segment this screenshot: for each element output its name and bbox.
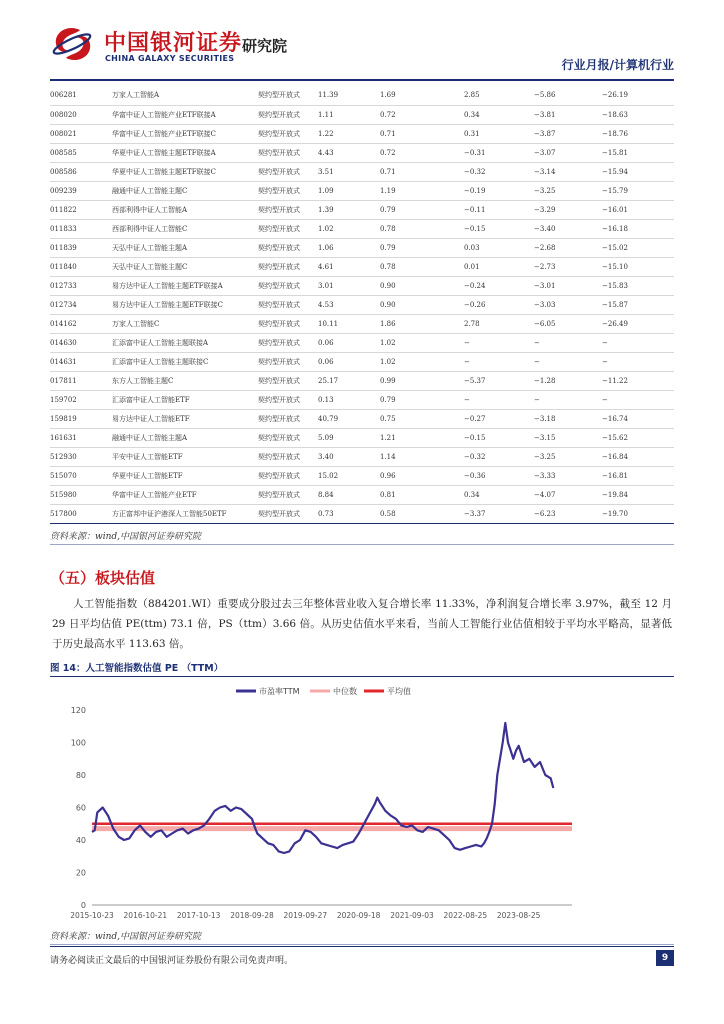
return-1m-cell: − [534,352,602,371]
x-tick-label: 2017-10-13 [176,911,221,920]
fund-scale-cell: 11.39 [318,86,380,105]
return-1m-cell: −5.86 [534,86,602,105]
fund-name-cell: 汇添富中证人工智能ETF [112,390,258,409]
fund-scale-cell: 1.09 [318,181,380,200]
return-1w-cell: −0.19 [464,181,534,200]
fee-rate-cell: 0.78 [380,257,464,276]
fund-type-cell: 契约型开放式 [258,466,318,485]
chart-source-note: 资料来源：wind,中国银河证券研究院 [50,932,202,942]
return-ytd-cell: −26.19 [602,86,674,105]
header-divider [50,79,674,81]
fund-code-cell: 517800 [50,504,112,523]
fund-type-cell: 契约型开放式 [258,124,318,143]
table-row [50,200,674,219]
return-1w-cell: 0.01 [464,257,534,276]
y-tick-label: 80 [75,771,86,780]
fund-name-cell: 平安中证人工智能ETF [112,447,258,466]
fund-type-cell: 契约型开放式 [258,485,318,504]
fund-name-cell: 华夏中证人工智能主题ETF联接C [112,162,258,181]
fee-rate-cell: 0.78 [380,219,464,238]
return-1w-cell: −0.32 [464,447,534,466]
x-tick-label: 2020-09-18 [336,911,381,920]
table-row [50,105,674,124]
fund-type-cell: 契约型开放式 [258,162,318,181]
fund-scale-cell: 1.39 [318,200,380,219]
fund-type-cell: 契约型开放式 [258,295,318,314]
table-row [50,504,674,523]
fund-scale-cell: 3.01 [318,276,380,295]
fee-rate-cell: 0.90 [380,295,464,314]
return-1m-cell: −3.18 [534,409,602,428]
return-1w-cell: 2.85 [464,86,534,105]
fee-rate-cell: 1.14 [380,447,464,466]
return-ytd-cell: −15.79 [602,181,674,200]
fund-code-cell: 008021 [50,124,112,143]
fund-code-cell: 012733 [50,276,112,295]
return-ytd-cell: − [602,333,674,352]
fund-scale-cell: 1.02 [318,219,380,238]
fund-code-cell: 008585 [50,143,112,162]
fund-scale-cell: 3.51 [318,162,380,181]
fee-rate-cell: 1.86 [380,314,464,333]
return-1w-cell: −0.27 [464,409,534,428]
return-1m-cell: −3.25 [534,447,602,466]
fund-name-cell: 易方达中证人工智能ETF [112,409,258,428]
disclaimer-note: 请务必阅读正文最后的中国银河证券股份有限公司免责声明。 [50,956,294,966]
legend-label: 中位数 [333,687,357,696]
fee-rate-cell: 0.71 [380,124,464,143]
fund-name-cell: 天弘中证人工智能主题A [112,238,258,257]
fund-code-cell: 008020 [50,105,112,124]
return-1m-cell: −3.81 [534,105,602,124]
table-row [50,257,674,276]
return-1w-cell: −0.31 [464,143,534,162]
fee-rate-cell: 1.02 [380,333,464,352]
fee-rate-cell: 0.71 [380,162,464,181]
fund-code-cell: 515980 [50,485,112,504]
return-ytd-cell: − [602,390,674,409]
return-1w-cell: −0.15 [464,219,534,238]
fund-name-cell: 东方人工智能主题C [112,371,258,390]
fund-name-cell: 天弘中证人工智能主题C [112,257,258,276]
return-1m-cell: −3.07 [534,143,602,162]
fee-rate-cell: 0.79 [380,238,464,257]
fund-code-cell: 011833 [50,219,112,238]
fee-rate-cell: 0.96 [380,466,464,485]
fund-code-cell: 011839 [50,238,112,257]
fund-type-cell: 契约型开放式 [258,219,318,238]
fund-code-cell: 006281 [50,86,112,105]
return-1w-cell: 0.31 [464,124,534,143]
fund-name-cell: 汇添富中证人工智能主题联接C [112,352,258,371]
fund-scale-cell: 4.61 [318,257,380,276]
fund-type-cell: 契约型开放式 [258,105,318,124]
source-divider [50,544,674,545]
table-row [50,314,674,333]
return-1w-cell: 0.03 [464,238,534,257]
fund-scale-cell: 1.06 [318,238,380,257]
return-1w-cell: − [464,333,534,352]
fund-name-cell: 西部利得中证人工智能A [112,200,258,219]
return-ytd-cell: −19.84 [602,485,674,504]
fund-type-cell: 契约型开放式 [258,390,318,409]
return-ytd-cell: −16.81 [602,466,674,485]
fee-rate-cell: 1.21 [380,428,464,447]
return-1w-cell: −0.32 [464,162,534,181]
y-tick-label: 100 [70,738,86,748]
return-1w-cell: − [464,390,534,409]
return-1m-cell: −3.01 [534,276,602,295]
fund-code-cell: 159819 [50,409,112,428]
document-type: 行业月报/计算机行业 [561,58,674,72]
fund-scale-cell: 4.53 [318,295,380,314]
return-ytd-cell: −15.83 [602,276,674,295]
fund-type-cell: 契约型开放式 [258,238,318,257]
return-1w-cell: −0.15 [464,428,534,447]
fund-code-cell: 014162 [50,314,112,333]
fee-rate-cell: 1.69 [380,86,464,105]
return-ytd-cell: −15.62 [602,428,674,447]
return-1m-cell: −3.03 [534,295,602,314]
table-row [50,466,674,485]
return-1w-cell: −0.36 [464,466,534,485]
fund-scale-cell: 40.79 [318,409,380,428]
fund-name-cell: 方正富邦中证沪港深人工智能50ETF [112,504,258,523]
fund-scale-cell: 8.84 [318,485,380,504]
table-row [50,143,674,162]
fund-name-cell: 易方达中证人工智能主题ETF联接A [112,276,258,295]
fund-type-cell: 契约型开放式 [258,333,318,352]
fund-name-cell: 华夏中证人工智能主题ETF联接A [112,143,258,162]
fund-type-cell: 契约型开放式 [258,276,318,295]
return-1w-cell: 0.34 [464,105,534,124]
return-1m-cell: −3.15 [534,428,602,447]
table-source-note: 资料来源：wind,中国银河证券研究院 [50,532,202,542]
table-row [50,371,674,390]
y-tick-label: 0 [80,901,86,910]
fund-name-cell: 易方达中证人工智能主题ETF联接C [112,295,258,314]
fee-rate-cell: 1.02 [380,352,464,371]
table-row [50,181,674,200]
return-ytd-cell: −15.94 [602,162,674,181]
table-row [50,276,674,295]
fund-scale-cell: 0.13 [318,390,380,409]
table-row [50,333,674,352]
fee-rate-cell: 0.79 [380,390,464,409]
fund-scale-cell: 1.22 [318,124,380,143]
return-ytd-cell: −15.10 [602,257,674,276]
fee-rate-cell: 0.79 [380,200,464,219]
return-1m-cell: −3.29 [534,200,602,219]
footer-divider [50,946,674,947]
brand-name-en: CHINA GALAXY SECURITIES [105,54,235,63]
return-ytd-cell: −26.49 [602,314,674,333]
return-1m-cell: −2.68 [534,238,602,257]
return-ytd-cell: −16.74 [602,409,674,428]
fund-code-cell: 011840 [50,257,112,276]
return-1m-cell: −1.28 [534,371,602,390]
return-1m-cell: − [534,390,602,409]
chart-source-divider [50,944,674,945]
return-ytd-cell: − [602,352,674,371]
fund-type-cell: 契约型开放式 [258,409,318,428]
return-ytd-cell: −11.22 [602,371,674,390]
fund-code-cell: 159702 [50,390,112,409]
return-ytd-cell: −15.87 [602,295,674,314]
return-1m-cell: −4.07 [534,485,602,504]
x-tick-label: 2016-10-21 [123,911,168,920]
table-row [50,219,674,238]
fund-code-cell: 011822 [50,200,112,219]
fund-name-cell: 华富中证人工智能产业ETF联接C [112,124,258,143]
fund-type-cell: 契约型开放式 [258,314,318,333]
return-1m-cell: −6.05 [534,314,602,333]
x-tick-label: 2022-08-25 [443,911,488,920]
return-1m-cell: −3.25 [534,181,602,200]
fund-type-cell: 契约型开放式 [258,143,318,162]
return-1m-cell: −2.73 [534,257,602,276]
fee-rate-cell: 1.19 [380,181,464,200]
fund-type-cell: 契约型开放式 [258,371,318,390]
y-tick-label: 20 [75,868,86,878]
table-row [50,428,674,447]
fund-name-cell: 西部利得中证人工智能C [112,219,258,238]
page-header [50,20,674,76]
y-tick-label: 60 [75,803,86,813]
fee-rate-cell: 0.99 [380,371,464,390]
x-tick-label: 2015-10-23 [70,911,114,920]
pe-ttm-line-chart [50,680,674,924]
x-tick-label: 2021-09-03 [390,911,434,920]
fee-rate-cell: 0.75 [380,409,464,428]
fund-type-cell: 契约型开放式 [258,447,318,466]
fund-name-cell: 万家人工智能C [112,314,258,333]
fund-type-cell: 契约型开放式 [258,86,318,105]
fund-name-cell: 融通中证人工智能主题C [112,181,258,200]
return-1w-cell: −5.37 [464,371,534,390]
fund-scale-cell: 1.11 [318,105,380,124]
valuation-paragraph: 人工智能指数（884201.WI）重要成分股过去三年整体营业收入复合增长率 11.33%，净利润复合增长率 3.97%，截至 12 月 29 日平均估值 PE(ttm) 73.1 倍，PS（ttm）3.66 倍。从历史估值水平来看，当前人工智能行业估值相较于平均水平略高，显著低于历史最高水平 113.63 倍。 [52,598,672,650]
fund-scale-cell: 5.09 [318,428,380,447]
fee-rate-cell: 0.58 [380,504,464,523]
fund-code-cell: 009239 [50,181,112,200]
return-1w-cell: −0.11 [464,200,534,219]
fund-scale-cell: 3.40 [318,447,380,466]
table-row [50,485,674,504]
x-tick-label: 2018-09-28 [230,911,274,920]
return-ytd-cell: −16.84 [602,447,674,466]
figure-title: 图 14：人工智能指数估值 PE （TTM） [50,660,674,677]
fund-code-cell: 512930 [50,447,112,466]
pe-ttm-series-line [92,723,553,853]
fund-type-cell: 契约型开放式 [258,257,318,276]
page-number: 9 [656,950,674,966]
fund-scale-cell: 25.17 [318,371,380,390]
fund-type-cell: 契约型开放式 [258,200,318,219]
y-tick-label: 40 [75,836,86,845]
return-ytd-cell: −18.76 [602,124,674,143]
fund-scale-cell: 0.06 [318,333,380,352]
return-1m-cell: −3.40 [534,219,602,238]
return-1w-cell: 2.78 [464,314,534,333]
fund-type-cell: 契约型开放式 [258,181,318,200]
return-1m-cell: −3.33 [534,466,602,485]
institute-label: 研究院 [242,37,288,55]
return-ytd-cell: −16.18 [602,219,674,238]
fund-scale-cell: 0.73 [318,504,380,523]
y-tick-label: 120 [70,706,86,715]
fund-scale-cell: 0.06 [318,352,380,371]
fund-code-cell: 012734 [50,295,112,314]
fund-code-cell: 008586 [50,162,112,181]
fund-scale-cell: 4.43 [318,143,380,162]
table-row [50,295,674,314]
fund-code-cell: 515070 [50,466,112,485]
x-tick-label: 2019-09-27 [283,911,328,920]
return-1w-cell: −3.37 [464,504,534,523]
table-row [50,409,674,428]
brand-name-cn: 中国银河证券 [104,31,243,56]
return-1m-cell: −6.23 [534,504,602,523]
return-1w-cell: − [464,352,534,371]
return-1w-cell: 0.34 [464,485,534,504]
fee-rate-cell: 0.81 [380,485,464,504]
return-ytd-cell: −15.81 [602,143,674,162]
fund-name-cell: 汇添富中证人工智能主题联接A [112,333,258,352]
fund-code-cell: 017811 [50,371,112,390]
fund-type-cell: 契约型开放式 [258,504,318,523]
fee-rate-cell: 0.90 [380,276,464,295]
fund-name-cell: 万家人工智能A [112,86,258,105]
table-row [50,86,674,105]
fee-rate-cell: 0.72 [380,143,464,162]
legend-label: 平均值 [387,687,411,696]
return-ytd-cell: −15.02 [602,238,674,257]
fund-table-body [50,86,674,523]
fund-name-cell: 华夏中证人工智能ETF [112,466,258,485]
table-row [50,124,674,143]
fee-rate-cell: 0.72 [380,105,464,124]
x-tick-label: 2023-08-25 [496,911,541,920]
table-row [50,352,674,371]
fund-scale-cell: 10.11 [318,314,380,333]
fund-name-cell: 华富中证人工智能产业ETF [112,485,258,504]
table-row [50,390,674,409]
legend-label: 市盈率TTM [259,687,300,696]
fund-code-cell: 014630 [50,333,112,352]
galaxy-logo-icon [50,24,94,64]
return-1w-cell: −0.24 [464,276,534,295]
fund-name-cell: 融通中证人工智能主题A [112,428,258,447]
table-row [50,238,674,257]
section-title: （五）板块估值 [50,569,156,587]
fund-scale-cell: 15.02 [318,466,380,485]
return-1w-cell: −0.26 [464,295,534,314]
fund-type-cell: 契约型开放式 [258,428,318,447]
return-1m-cell: −3.14 [534,162,602,181]
fund-name-cell: 华富中证人工智能产业ETF联接A [112,105,258,124]
fund-table [50,86,674,524]
table-row [50,162,674,181]
fund-code-cell: 161631 [50,428,112,447]
return-ytd-cell: −19.70 [602,504,674,523]
fund-type-cell: 契约型开放式 [258,352,318,371]
return-ytd-cell: −16.01 [602,200,674,219]
fund-code-cell: 014631 [50,352,112,371]
return-1m-cell: −3.87 [534,124,602,143]
return-1m-cell: − [534,333,602,352]
return-ytd-cell: −18.63 [602,105,674,124]
table-row [50,447,674,466]
